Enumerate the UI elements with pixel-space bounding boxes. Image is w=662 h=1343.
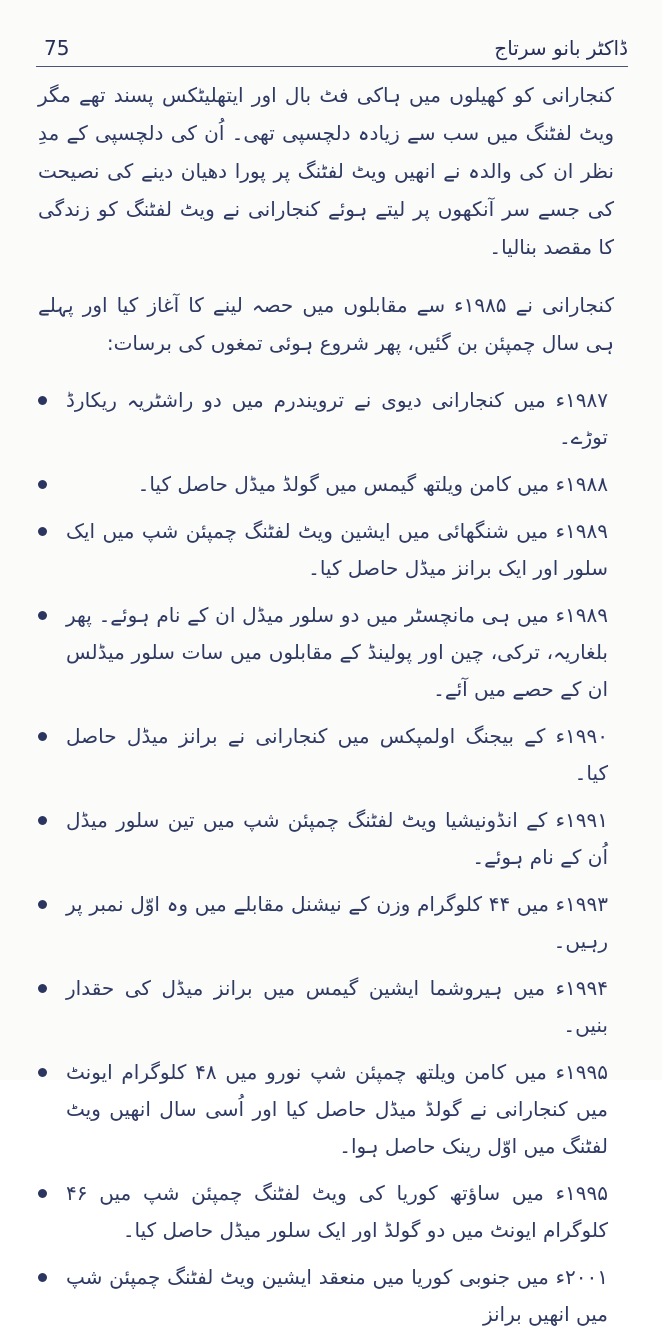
page-number: 75 — [44, 36, 70, 60]
paragraph-2: کنجارانی نے ۱۹۸۵ء سے مقابلوں میں حصہ لینے کا آغاز کیا اور پہلے ہی سال چمپئن بن گئیں، پھر شروع ہوئی تمغوں کی برسات: — [38, 293, 614, 355]
bullet-icon — [38, 984, 47, 993]
bullet-icon — [38, 816, 47, 825]
bullet-icon — [38, 480, 47, 489]
list-item — [38, 1054, 614, 1165]
bullet-icon — [38, 611, 47, 620]
list-item-text: ۱۹۸۹ء میں ہی مانچسٹر میں دو سلور میڈل ان کے نام ہوئے۔ پھر بلغاریہ، ترکی، چین اور پولینڈ کے مقابلوں میں سات سلور میڈلس ان کے حصے میں آئے۔ — [66, 603, 608, 701]
list-item — [38, 970, 614, 1044]
bullet-icon — [38, 396, 47, 405]
list-item — [38, 382, 614, 456]
bullet-icon — [38, 1189, 47, 1198]
list-item-text: ۱۹۸۹ء میں شنگھائی میں ایشین ویٹ لفٹنگ چمپئن شپ میں ایک سلور اور ایک برانز میڈل حاصل کیا۔ — [66, 519, 608, 580]
list-item-text: ۲۰۰۱ء میں جنوبی کوریا میں منعقد ایشین ویٹ لفٹنگ چمپئن شپ میں انھیں برانز — [66, 1265, 608, 1326]
bullet-icon — [38, 732, 47, 741]
list-item — [38, 597, 614, 708]
running-title: ڈاکٹر بانو سرتاج — [494, 36, 628, 60]
list-item-text: ۱۹۸۷ء میں کنجارانی دیوی نے ترویندرم میں دو راشٹریہ ریکارڈ توڑے۔ — [66, 388, 608, 449]
list-item — [38, 886, 614, 960]
bullet-icon — [38, 527, 47, 536]
list-item-text: ۱۹۸۸ء میں کامن ویلتھ گیمس میں گولڈ میڈل حاصل کیا۔ — [137, 472, 608, 496]
bullet-icon — [38, 1273, 47, 1282]
achievements-list — [38, 382, 614, 1333]
list-item — [38, 1175, 614, 1249]
list-item-text: ۱۹۹۱ء کے انڈونیشیا ویٹ لفٹنگ چمپئن شپ میں تین سلور میڈل اُن کے نام ہوئے۔ — [66, 808, 608, 869]
list-item — [38, 718, 614, 792]
list-item-text: ۱۹۹۵ء میں کامن ویلتھ چمپئن شپ نورو میں ۴۸ کلوگرام ایونٹ میں کنجارانی نے گولڈ میڈل حاصل کیا اور اُسی سال انھیں ویٹ لفٹنگ میں اوّل رینک حاصل ہوا۔ — [66, 1060, 608, 1158]
list-item — [38, 513, 614, 587]
list-item-text: ۱۹۹۴ء میں ہیروشما ایشین گیمس میں برانز میڈل کی حقدار بنیں۔ — [66, 976, 608, 1037]
page-body — [38, 76, 614, 1343]
paragraph-1: کنجارانی کو کھیلوں میں ہاکی فٹ بال اور ایتھلیٹکس پسند تھے مگر ویٹ لفٹنگ میں سب سے زیادہ دلچسپی تھی۔ اُن کی دلچسپی کے مدِ نظر ان کی والدہ نے انھیں ویٹ لفٹنگ پر پورا دھیان دینے کی نصیحت کی جسے سر آنکھوں پر لیتے ہوئے کنجارانی نے ویٹ لفٹنگ کو زندگی کا مقصد بنالیا۔ — [38, 83, 614, 259]
bullet-icon — [38, 1068, 47, 1077]
list-item-text: ۱۹۹۰ء کے بیجنگ اولمپکس میں کنجارانی نے برانز میڈل حاصل کیا۔ — [66, 724, 608, 785]
list-item-text: ۱۹۹۳ء میں ۴۴ کلوگرام وزن کے نیشنل مقابلے میں وہ اوّل نمبر پر رہیں۔ — [66, 892, 608, 953]
bullet-icon — [38, 900, 47, 909]
page-header — [36, 36, 628, 67]
list-item — [38, 1259, 614, 1333]
list-item-text: ۱۹۹۵ء میں ساؤتھ کوریا کی ویٹ لفٹنگ چمپئن شپ میں ۴۶ کلوگرام ایونٹ میں دو گولڈ اور ایک سلور میڈل حاصل کیا۔ — [66, 1181, 608, 1242]
list-item — [38, 466, 614, 503]
list-item — [38, 802, 614, 876]
